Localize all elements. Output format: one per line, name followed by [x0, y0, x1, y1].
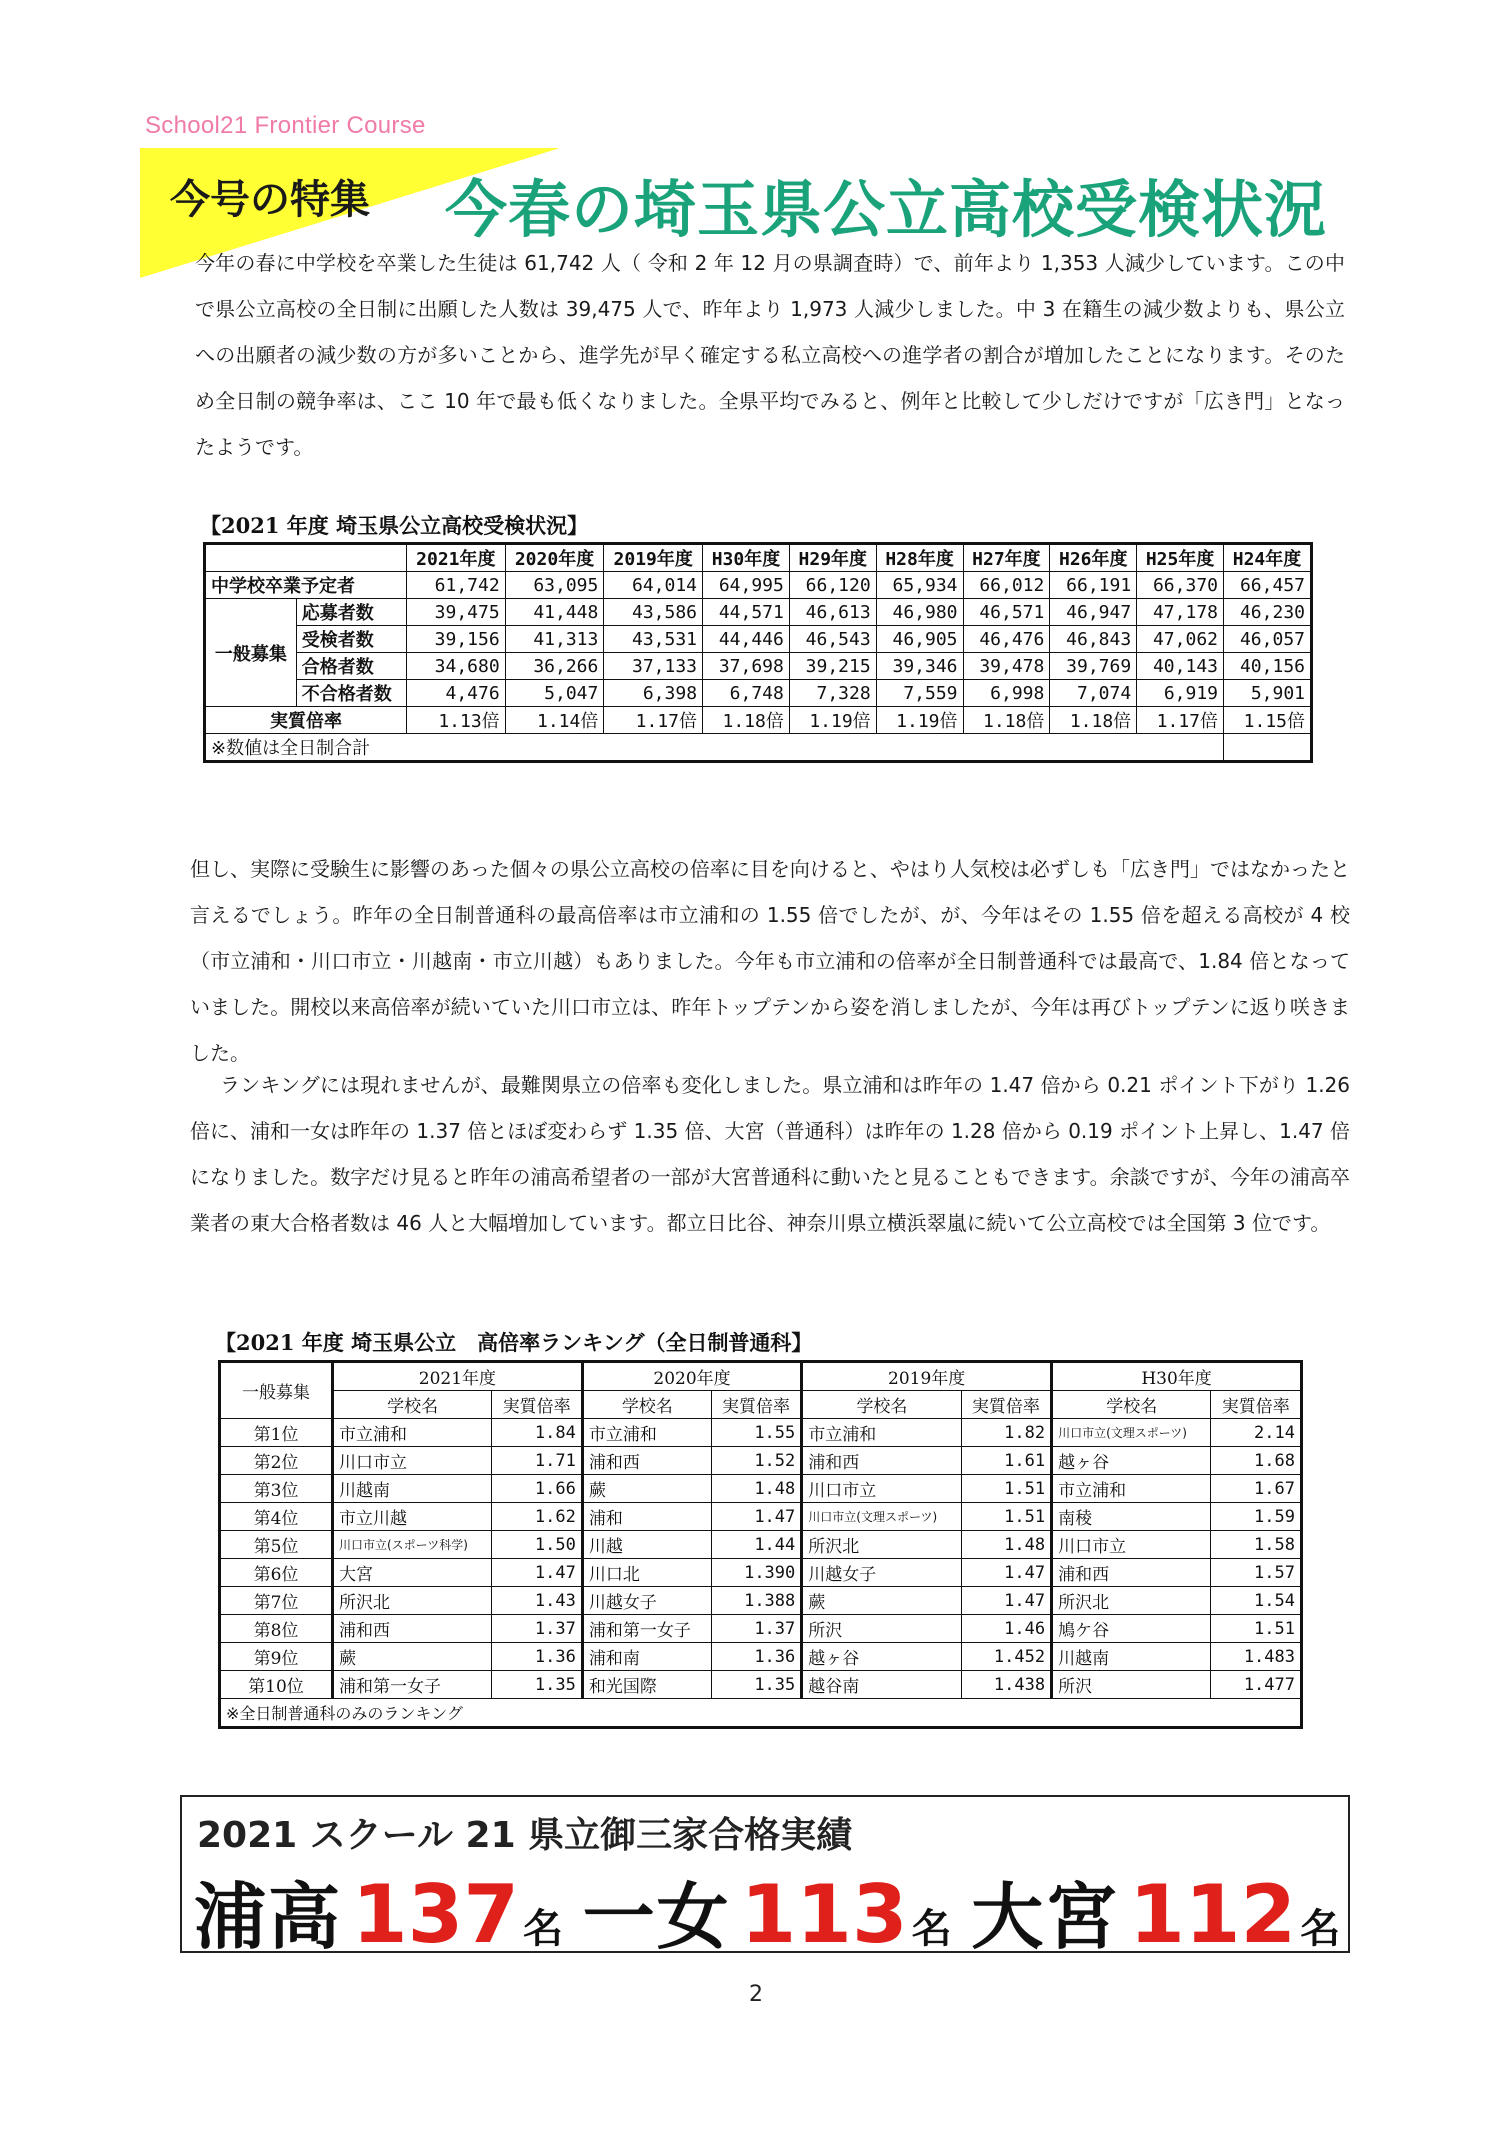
- table-cell: 1.19倍: [876, 707, 963, 734]
- column-header: 学校名: [582, 1391, 711, 1419]
- table-cell: 46,843: [1050, 626, 1137, 653]
- rank-label: 第2位: [220, 1447, 333, 1475]
- school-rate: 1.58: [1211, 1531, 1302, 1559]
- rank-label: 第3位: [220, 1475, 333, 1503]
- year-header: H30年度: [1052, 1362, 1302, 1391]
- school-name: 川越南: [1052, 1643, 1211, 1671]
- school-name: 川越: [582, 1531, 711, 1559]
- ratio-row: [205, 707, 1312, 734]
- graduates-row: [205, 572, 1312, 599]
- school-rate: 1.82: [961, 1419, 1051, 1447]
- school-name: 大宮: [333, 1559, 492, 1587]
- result-unit: 名: [1300, 1906, 1341, 1952]
- rank-label: 第7位: [220, 1587, 333, 1615]
- group-label: 一般募集: [205, 599, 297, 707]
- school-rate: 1.35: [492, 1671, 582, 1699]
- school-name: 越ヶ谷: [1052, 1447, 1211, 1475]
- row-label: 応募者数: [296, 599, 406, 626]
- column-header: 実質倍率: [1211, 1391, 1302, 1419]
- top-schools-paragraph: ランキングには現れませんが、最難関県立の倍率も変化しました。県立浦和は昨年の 1.47 倍から 0.21 ポイント下がり 1.26 倍に、浦和一女は昨年の 1.37 倍とほぼ変わらず 1.35 倍、大宮（普通科）は昨年の 1.28 倍から 0.19 ポイント上昇し、1.47 倍になりました。数字だけ見ると昨年の浦高希望者の一部が大宮普通科に動いたと見ることもできます。余談ですが、今年の浦高卒業者の東大合格者数は 46 人と大幅増加しています。都立日比谷、神奈川県立横浜翠嵐に続いて公立高校では全国第 3 位です。: [190, 1073, 1350, 1235]
- table-cell: 47,178: [1137, 599, 1224, 626]
- school-name: 市立浦和: [582, 1419, 711, 1447]
- examinees-row: [205, 626, 1312, 653]
- school-name: 浦和西: [333, 1615, 492, 1643]
- analysis-paragraph: 但し、実際に受験生に影響のあった個々の県公立高校の倍率に目を向けると、やはり人気校は必ずしも「広き門」ではなかったと言えるでしょう。昨年の全日制普通科の最高倍率は市立浦和の 1.55 倍でしたが、が、今年はその 1.55 倍を超える高校が 4 校（市立浦和・川口市立・川越南・市立川越）もありました。今年も市立浦和の倍率が全日制普通科では最高で、1.84 倍となっていました。開校以来高倍率が続いていた川口市立は、昨年トップテンから姿を消しましたが、今年は再びトップテンに返り咲きました。: [190, 857, 1350, 1065]
- table-cell: 1.18倍: [703, 707, 790, 734]
- row-label: 不合格者数: [296, 680, 406, 707]
- school-rate: 1.52: [711, 1447, 801, 1475]
- table-cell: 66,457: [1224, 572, 1312, 599]
- table-cell: 6,919: [1137, 680, 1224, 707]
- year-header: 2021年度: [407, 544, 506, 572]
- table-cell: 46,980: [876, 599, 963, 626]
- table-cell: 63,095: [505, 572, 604, 599]
- table-cell: 66,370: [1137, 572, 1224, 599]
- year-header: H25年度: [1137, 544, 1224, 572]
- table-cell: 39,478: [963, 653, 1050, 680]
- table-cell: [1224, 734, 1312, 762]
- table2-caption: 【2021 年度 埼玉県公立 高倍率ランキング（全日制普通科】: [215, 1330, 813, 1355]
- course-label: School21 Frontier Course: [145, 112, 426, 139]
- school-name: 川越南: [333, 1475, 492, 1503]
- table-cell: 41,313: [505, 626, 604, 653]
- table-cell: 1.17倍: [1137, 707, 1224, 734]
- school-name: 市立川越: [333, 1503, 492, 1531]
- table-cell: 40,156: [1224, 653, 1312, 680]
- school-name: 所沢北: [333, 1587, 492, 1615]
- table-cell: 39,156: [407, 626, 506, 653]
- school-name: 浦和西: [582, 1447, 711, 1475]
- year-header: 2020年度: [505, 544, 604, 572]
- table-cell: 39,346: [876, 653, 963, 680]
- school-name: 所沢: [1052, 1671, 1211, 1699]
- table-row: [220, 1671, 1302, 1699]
- table-cell: 66,120: [789, 572, 876, 599]
- school-name: 鳩ケ谷: [1052, 1615, 1211, 1643]
- school-rate: 1.68: [1211, 1447, 1302, 1475]
- result-count: 113: [740, 1868, 908, 1961]
- school-rate: 1.483: [1211, 1643, 1302, 1671]
- rank-label: 第9位: [220, 1643, 333, 1671]
- table-cell: 1.18倍: [1050, 707, 1137, 734]
- school-name: 浦和第一女子: [333, 1671, 492, 1699]
- school-name: 越ヶ谷: [802, 1643, 961, 1671]
- school-rate: 1.47: [961, 1559, 1051, 1587]
- table-cell: 5,047: [505, 680, 604, 707]
- school-rate: 1.55: [711, 1419, 801, 1447]
- year-header: 2020年度: [582, 1362, 801, 1391]
- school-rate: 1.48: [711, 1475, 801, 1503]
- table-cell: 40,143: [1137, 653, 1224, 680]
- school-name: 川口市立(文理スポーツ): [1052, 1419, 1211, 1447]
- table-cell: 46,057: [1224, 626, 1312, 653]
- school-rate: 1.51: [961, 1503, 1051, 1531]
- result-school: 大宮: [971, 1875, 1120, 1959]
- table-cell: 39,475: [407, 599, 506, 626]
- school-name: 市立浦和: [802, 1419, 961, 1447]
- rank-label: 第5位: [220, 1531, 333, 1559]
- table-cell: 46,947: [1050, 599, 1137, 626]
- feature-title: 今春の埼玉県公立高校受検状況: [445, 173, 1328, 246]
- school-rate: 1.62: [492, 1503, 582, 1531]
- rank-label: 第10位: [220, 1671, 333, 1699]
- school-name: 越谷南: [802, 1671, 961, 1699]
- school-name: 川越女子: [582, 1587, 711, 1615]
- school-rate: 1.66: [492, 1475, 582, 1503]
- column-header: 実質倍率: [492, 1391, 582, 1419]
- school-rate: 1.452: [961, 1643, 1051, 1671]
- table-cell: 44,446: [703, 626, 790, 653]
- school-rate: 1.54: [1211, 1587, 1302, 1615]
- school-name: 川口市立(スポーツ科学): [333, 1531, 492, 1559]
- school-rate: 1.51: [1211, 1615, 1302, 1643]
- school-rate: 1.35: [711, 1671, 801, 1699]
- school-rate: 1.36: [711, 1643, 801, 1671]
- table2-note-row: [220, 1699, 1302, 1728]
- school-rate: 1.61: [961, 1447, 1051, 1475]
- table-row: [220, 1447, 1302, 1475]
- school-rate: 1.71: [492, 1447, 582, 1475]
- table-cell: 39,769: [1050, 653, 1137, 680]
- table-cell: 64,995: [703, 572, 790, 599]
- table-cell: 39,215: [789, 653, 876, 680]
- school-rate: 1.51: [961, 1475, 1051, 1503]
- table-cell: 46,476: [963, 626, 1050, 653]
- school-rate: 1.67: [1211, 1475, 1302, 1503]
- result-count: 137: [352, 1868, 520, 1961]
- year-header: 2021年度: [333, 1362, 583, 1391]
- school-rate: 1.388: [711, 1587, 801, 1615]
- table-cell: 34,680: [407, 653, 506, 680]
- year-header: H26年度: [1050, 544, 1137, 572]
- school-rate: 1.47: [961, 1587, 1051, 1615]
- table-cell: 41,448: [505, 599, 604, 626]
- school-name: 市立浦和: [333, 1419, 492, 1447]
- note-row: [205, 734, 1312, 762]
- intro-paragraph: 今年の春に中学校を卒業した生徒は 61,742 人（ 令和 2 年 12 月の県調査時）で、前年より 1,353 人減少しています。この中で県公立高校の全日制に出願した人数は 39,475 人で、昨年より 1,973 人減少しました。中 3 在籍生の減少数よりも、県公立への出願者の減少数の方が多いことから、進学先が早く確定する私立高校への進学者の割合が増加したことになります。そのため全日制の競争率は、ここ 10 年で最も低くなりました。全県平均でみると、例年と比較して少しだけですが「広き門」となったようです。: [195, 251, 1345, 459]
- column-header: 学校名: [802, 1391, 961, 1419]
- school-rate: 1.43: [492, 1587, 582, 1615]
- table-cell: 47,062: [1137, 626, 1224, 653]
- school-name: 南稜: [1052, 1503, 1211, 1531]
- school-name: 川口市立(文理スポーツ): [802, 1503, 961, 1531]
- table-cell: 46,230: [1224, 599, 1312, 626]
- table-cell: 43,586: [604, 599, 703, 626]
- results-line: [194, 1859, 1354, 1963]
- table-cell: 46,543: [789, 626, 876, 653]
- school-name: 浦和南: [582, 1643, 711, 1671]
- table-row: [220, 1587, 1302, 1615]
- year-header: H27年度: [963, 544, 1050, 572]
- school-name: 川越女子: [802, 1559, 961, 1587]
- table-cell: 36,266: [505, 653, 604, 680]
- table1-note: ※数値は全日制合計: [205, 734, 1224, 762]
- table-cell: 66,012: [963, 572, 1050, 599]
- year-header: H29年度: [789, 544, 876, 572]
- table-cell: 65,934: [876, 572, 963, 599]
- table-cell: 61,742: [407, 572, 506, 599]
- school-name: 市立浦和: [1052, 1475, 1211, 1503]
- table-row: [220, 1475, 1302, 1503]
- table1-caption: 【2021 年度 埼玉県公立高校受検状況】: [200, 513, 589, 538]
- table-cell: 1.13倍: [407, 707, 506, 734]
- school-rate: 1.47: [711, 1503, 801, 1531]
- table2-column-row: [220, 1391, 1302, 1419]
- school-rate: 2.14: [1211, 1419, 1302, 1447]
- table-cell: 7,074: [1050, 680, 1137, 707]
- school-name: 蕨: [582, 1475, 711, 1503]
- school-name: 所沢北: [802, 1531, 961, 1559]
- school-rate: 1.47: [492, 1559, 582, 1587]
- table1-header-row: [205, 544, 1312, 572]
- result-count: 112: [1129, 1868, 1297, 1961]
- school-name: 川口北: [582, 1559, 711, 1587]
- table-cell: 1.17倍: [604, 707, 703, 734]
- table2-corner: 一般募集: [220, 1362, 333, 1419]
- result-school: 一女: [582, 1875, 731, 1959]
- table-cell: 1.14倍: [505, 707, 604, 734]
- table1-corner: [205, 544, 407, 572]
- school-rate: 1.438: [961, 1671, 1051, 1699]
- table-row: [220, 1531, 1302, 1559]
- school-rate: 1.57: [1211, 1559, 1302, 1587]
- failed-row: [205, 680, 1312, 707]
- feature-tag: 今号の特集: [170, 177, 370, 223]
- column-header: 学校名: [1052, 1391, 1211, 1419]
- school-rate: 1.390: [711, 1559, 801, 1587]
- table-cell: 6,398: [604, 680, 703, 707]
- school-rate: 1.84: [492, 1419, 582, 1447]
- result-unit: 名: [911, 1906, 952, 1952]
- table-row: [220, 1615, 1302, 1643]
- school-rate: 1.37: [492, 1615, 582, 1643]
- table-cell: 66,191: [1050, 572, 1137, 599]
- passed-row: [205, 653, 1312, 680]
- table-row: [220, 1643, 1302, 1671]
- school-rate: 1.59: [1211, 1503, 1302, 1531]
- table-cell: 44,571: [703, 599, 790, 626]
- table-cell: 7,559: [876, 680, 963, 707]
- result-school: 浦高: [194, 1875, 343, 1959]
- exam-status-table: [203, 542, 1313, 763]
- school-rate: 1.46: [961, 1615, 1051, 1643]
- applicants-row: [205, 599, 1312, 626]
- school-rate: 1.48: [961, 1531, 1051, 1559]
- table-row: [220, 1419, 1302, 1447]
- year-header: 2019年度: [604, 544, 703, 572]
- table-cell: 7,328: [789, 680, 876, 707]
- table-cell: 64,014: [604, 572, 703, 599]
- school-name: 川口市立: [802, 1475, 961, 1503]
- table-cell: 46,905: [876, 626, 963, 653]
- rank-label: 第6位: [220, 1559, 333, 1587]
- table-cell: 37,698: [703, 653, 790, 680]
- school-name: 所沢北: [1052, 1587, 1211, 1615]
- table-row: [220, 1559, 1302, 1587]
- school-name: 浦和西: [1052, 1559, 1211, 1587]
- school-rate: 1.36: [492, 1643, 582, 1671]
- table-cell: 37,133: [604, 653, 703, 680]
- table-cell: 5,901: [1224, 680, 1312, 707]
- ranking-table: [218, 1360, 1303, 1729]
- rank-label: 第4位: [220, 1503, 333, 1531]
- table2-year-row: [220, 1362, 1302, 1391]
- results-heading: 2021 スクール 21 県立御三家合格実績: [197, 1815, 853, 1856]
- school-name: 川口市立: [1052, 1531, 1211, 1559]
- school-rate: 1.44: [711, 1531, 801, 1559]
- year-header: H28年度: [876, 544, 963, 572]
- table-cell: 1.19倍: [789, 707, 876, 734]
- row-label: 受検者数: [296, 626, 406, 653]
- table-row: [220, 1503, 1302, 1531]
- table-cell: 4,476: [407, 680, 506, 707]
- row-label: 合格者数: [296, 653, 406, 680]
- rank-label: 第8位: [220, 1615, 333, 1643]
- table-cell: 6,748: [703, 680, 790, 707]
- school-rate: 1.37: [711, 1615, 801, 1643]
- table-cell: 46,571: [963, 599, 1050, 626]
- results-box: [180, 1795, 1350, 1961]
- rank-label: 第1位: [220, 1419, 333, 1447]
- year-header: 2019年度: [802, 1362, 1052, 1391]
- table-cell: 1.15倍: [1224, 707, 1312, 734]
- school-name: 所沢: [802, 1615, 961, 1643]
- school-name: 和光国際: [582, 1671, 711, 1699]
- column-header: 実質倍率: [961, 1391, 1051, 1419]
- school-name: 蕨: [802, 1587, 961, 1615]
- row-label: 中学校卒業予定者: [205, 572, 407, 599]
- result-unit: 名: [523, 1906, 564, 1952]
- year-header: H24年度: [1224, 544, 1312, 572]
- school-name: 浦和: [582, 1503, 711, 1531]
- row-label: 実質倍率: [205, 707, 407, 734]
- column-header: 実質倍率: [711, 1391, 801, 1419]
- school-name: 川口市立: [333, 1447, 492, 1475]
- column-header: 学校名: [333, 1391, 492, 1419]
- table-cell: 46,613: [789, 599, 876, 626]
- table2-note: ※全日制普通科のみのランキング: [220, 1699, 1302, 1728]
- school-rate: 1.50: [492, 1531, 582, 1559]
- table-cell: 43,531: [604, 626, 703, 653]
- school-rate: 1.477: [1211, 1671, 1302, 1699]
- school-name: 浦和第一女子: [582, 1615, 711, 1643]
- school-name: 蕨: [333, 1643, 492, 1671]
- year-header: H30年度: [703, 544, 790, 572]
- table-cell: 6,998: [963, 680, 1050, 707]
- table-cell: 1.18倍: [963, 707, 1050, 734]
- school-name: 浦和西: [802, 1447, 961, 1475]
- page-number: 2: [749, 1982, 763, 2007]
